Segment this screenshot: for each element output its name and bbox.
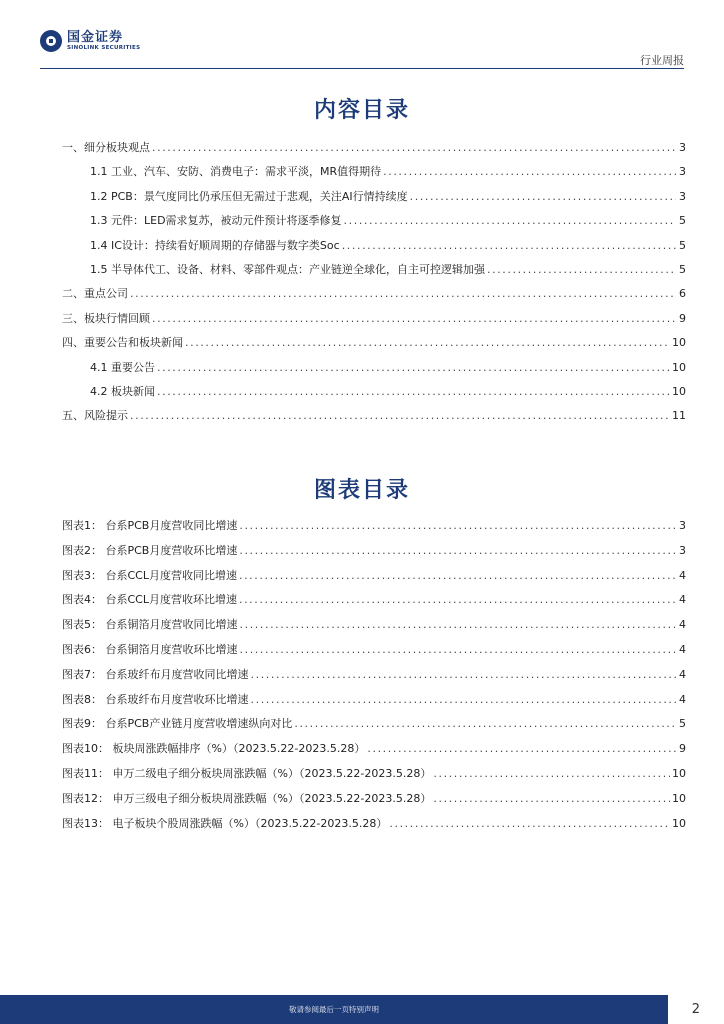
dot-leader xyxy=(251,668,677,681)
figure-entry-page: 4 xyxy=(679,667,686,681)
contents-entry-label: 四、重要公告和板块新闻 xyxy=(62,336,183,350)
contents-entry-page: 3 xyxy=(679,141,686,154)
figure-entry-page: 4 xyxy=(679,568,686,582)
dot-leader xyxy=(239,544,676,557)
figure-entry-label: 图表2： 台系PCB月度营收环比增速 xyxy=(62,543,238,557)
contents-entry-page: 10 xyxy=(672,336,686,350)
figure-entry-label: 图表12： 申万三级电子细分板块周涨跌幅（%）（2023.5.22-2023.5.28） xyxy=(62,791,432,805)
disclaimer-notice: 敬请参阅最后一页特别声明 xyxy=(289,1005,379,1014)
header-divider xyxy=(40,68,684,69)
figure-entry-page: 5 xyxy=(679,717,686,731)
dot-leader xyxy=(239,569,676,582)
contents-entry[interactable] xyxy=(62,310,686,334)
contents-entry-page: 5 xyxy=(679,238,686,252)
figure-entry[interactable] xyxy=(62,691,686,716)
dot-leader xyxy=(157,385,670,398)
contents-entry-label: 4.1 重要公告 xyxy=(90,360,155,374)
contents-entry-label: 1.1 工业、汽车、安防、消费电子：需求平淡，MR值得期待 xyxy=(90,165,382,179)
dot-leader xyxy=(344,214,676,227)
dot-leader xyxy=(410,190,676,203)
dot-leader xyxy=(389,817,670,830)
figure-entry[interactable] xyxy=(62,715,686,740)
dot-leader xyxy=(239,593,676,606)
dot-leader xyxy=(294,717,676,730)
contents-entry-label: 一、细分板块观点 xyxy=(62,141,150,154)
contents-entry-page: 6 xyxy=(679,287,686,301)
dot-leader xyxy=(433,767,670,780)
figures-title: 图表目录 xyxy=(313,478,410,503)
figure-entry-page: 9 xyxy=(679,742,686,756)
contents-entry-label: 五、风险提示 xyxy=(62,409,128,423)
contents-entry[interactable] xyxy=(62,212,686,236)
figure-entry-label: 图表9： 台系PCB产业链月度营收增速纵向对比 xyxy=(62,717,293,731)
figures-list xyxy=(62,517,686,839)
contents-entry-label: 1.3 元件：LED需求复苏，被动元件预计将逐季修复 xyxy=(90,214,342,228)
figure-entry-page: 4 xyxy=(679,593,686,607)
figure-entry[interactable] xyxy=(62,616,686,641)
contents-entry-label: 1.4 IC设计：持续看好顺周期的存储器与数字类Soc xyxy=(90,238,340,252)
dot-leader xyxy=(185,336,670,349)
figure-entry[interactable] xyxy=(62,542,686,567)
contents-entry[interactable] xyxy=(62,261,686,285)
figure-entry-label: 图表4： 台系CCL月度营收环比增速 xyxy=(62,593,237,607)
contents-entry-label: 1.2 PCB：景气度同比仍承压但无需过于悲观，关注AI行情持续度 xyxy=(90,189,408,203)
logo-name-en: SINOLINK SECURITIES xyxy=(67,44,141,51)
figure-entry-page: 3 xyxy=(679,543,686,557)
page-header xyxy=(0,0,724,70)
figure-entry[interactable] xyxy=(62,567,686,592)
figure-entry-label: 图表10： 板块周涨跌幅排序（%）（2023.5.22-2023.5.28） xyxy=(62,742,366,756)
company-logo xyxy=(40,30,140,52)
figure-entry[interactable] xyxy=(62,740,686,765)
figure-entry[interactable] xyxy=(62,765,686,790)
contents-entry[interactable] xyxy=(62,237,686,261)
figure-entry-page: 4 xyxy=(679,618,686,632)
contents-entry-page: 5 xyxy=(679,214,686,228)
figure-entry-page: 10 xyxy=(672,766,686,780)
figure-entry-label: 图表6： 台系铜箔月度营收环比增速 xyxy=(62,642,238,656)
figure-entry[interactable] xyxy=(62,815,686,840)
figure-entry-label: 图表11： 申万二级电子细分板块周涨跌幅（%）（2023.5.22-2023.5.28） xyxy=(62,766,432,780)
logo-name-cn: 国金证券 xyxy=(67,29,124,45)
figure-entry-label: 图表3： 台系CCL月度营收同比增速 xyxy=(62,568,237,582)
contents-entry[interactable] xyxy=(62,285,686,309)
contents-list xyxy=(62,139,686,432)
contents-entry[interactable] xyxy=(62,163,686,187)
figure-entry-page: 10 xyxy=(672,791,686,805)
figure-entry-page: 4 xyxy=(679,642,686,656)
dot-leader xyxy=(157,361,670,374)
dot-leader xyxy=(251,693,677,706)
contents-entry-label: 1.5 半导体代工、设备、材料、零部件观点：产业链逆全球化，自主可控逻辑加强 xyxy=(90,262,485,276)
contents-entry[interactable] xyxy=(62,188,686,212)
figure-entry-page: 10 xyxy=(672,816,686,830)
logo-icon xyxy=(40,30,62,52)
figure-entry[interactable] xyxy=(62,591,686,616)
dot-leader xyxy=(152,141,676,154)
contents-entry-label: 4.2 板块新闻 xyxy=(90,384,155,398)
dot-leader xyxy=(240,618,677,631)
dot-leader xyxy=(383,165,676,178)
figure-entry-label: 图表8： 台系玻纤布月度营收环比增速 xyxy=(62,692,249,706)
figure-entry-label: 图表7： 台系玻纤布月度营收同比增速 xyxy=(62,667,249,681)
dot-leader xyxy=(433,792,670,805)
figure-entry[interactable] xyxy=(62,517,686,542)
dot-leader xyxy=(130,287,676,300)
contents-entry[interactable] xyxy=(62,359,686,383)
report-type-label: 行业周报 xyxy=(640,54,684,67)
dot-leader xyxy=(152,312,676,325)
dot-leader xyxy=(367,742,676,755)
figure-entry-page: 3 xyxy=(679,519,686,532)
contents-entry-page: 5 xyxy=(679,262,686,276)
figure-entry[interactable] xyxy=(62,641,686,666)
dot-leader xyxy=(130,409,670,422)
contents-title: 内容目录 xyxy=(313,98,410,123)
contents-entry[interactable] xyxy=(62,334,686,358)
contents-entry-page: 10 xyxy=(672,384,686,398)
figure-entry-label: 图表5： 台系铜箔月度营收同比增速 xyxy=(62,618,238,632)
contents-entry-label: 三、板块行情回顾 xyxy=(62,311,150,325)
contents-entry-page: 11 xyxy=(672,409,686,423)
contents-entry-page: 10 xyxy=(672,360,686,374)
contents-entry[interactable] xyxy=(62,383,686,407)
dot-leader xyxy=(240,643,677,656)
contents-entry[interactable] xyxy=(62,139,686,163)
figure-entry-label: 图表1： 台系PCB月度营收同比增速 xyxy=(62,519,238,532)
figure-entry-page: 4 xyxy=(679,692,686,706)
contents-entry-label: 二、重点公司 xyxy=(62,287,128,301)
contents-entry-page: 9 xyxy=(679,311,686,325)
contents-entry-page: 3 xyxy=(679,189,686,203)
figure-entry[interactable] xyxy=(62,666,686,691)
contents-entry[interactable] xyxy=(62,407,686,431)
page-number: 2 xyxy=(691,1002,700,1017)
dot-leader xyxy=(239,519,676,532)
figure-entry-label: 图表13： 电子板块个股周涨跌幅（%）（2023.5.22-2023.5.28） xyxy=(62,816,388,830)
dot-leader xyxy=(487,263,676,276)
figure-entry[interactable] xyxy=(62,790,686,815)
dot-leader xyxy=(342,239,676,252)
contents-entry-page: 3 xyxy=(679,165,686,179)
